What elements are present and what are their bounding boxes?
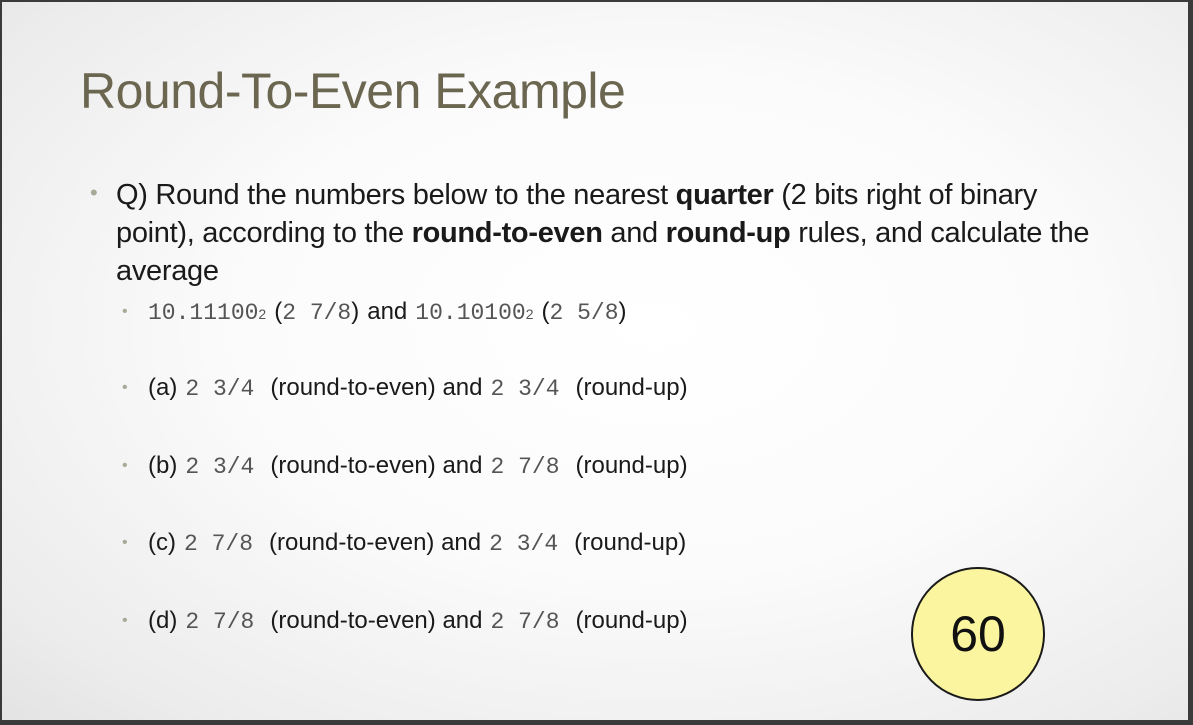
question-prefix: Q) Round the numbers below to the nearest	[116, 179, 676, 211]
number-1: 10.11100	[148, 300, 259, 326]
number-2-base: 2	[525, 306, 534, 322]
page-number-badge: 60	[911, 567, 1045, 701]
number-1-open-paren: (	[274, 298, 283, 325]
number-2-open-paren: (	[541, 298, 550, 325]
bullet-icon: •	[122, 457, 128, 474]
question-suffix: rules, and calculate the average	[116, 217, 1090, 287]
number-1-close-paren: )	[351, 298, 360, 325]
option-up-label: (round-up)	[575, 607, 688, 634]
option-c[interactable]	[122, 529, 686, 557]
bullet-icon: •	[122, 534, 128, 551]
option-even-label: (round-to-even) and	[270, 607, 483, 634]
option-even-value: 2 7/8	[185, 609, 255, 635]
option-up-value: 2 3/4	[489, 531, 559, 557]
question-text	[116, 176, 1116, 290]
option-even-label: (round-to-even) and	[269, 529, 482, 556]
option-up-value: 2 7/8	[490, 609, 560, 635]
numbers-line	[122, 298, 627, 326]
question-mid1: (2 bits right of binary point), according to the	[116, 179, 1038, 249]
question-bold-quarter: quarter	[675, 179, 774, 211]
slide-title: Round-To-Even Example	[80, 63, 626, 119]
option-up-value: 2 3/4	[490, 376, 560, 402]
slide	[2, 2, 1188, 720]
option-up-label: (round-up)	[574, 529, 687, 556]
option-letter: (a)	[148, 374, 178, 401]
option-letter: (d)	[148, 607, 178, 634]
option-even-label: (round-to-even) and	[270, 374, 483, 401]
option-b[interactable]	[122, 452, 688, 480]
number-2-value: 2 5/8	[549, 300, 619, 326]
option-letter: (c)	[148, 529, 176, 556]
number-2: 10.10100	[415, 300, 526, 326]
bullet-icon: •	[122, 379, 128, 396]
option-even-label: (round-to-even) and	[270, 452, 483, 479]
number-1-base: 2	[258, 306, 267, 322]
bullet-icon: •	[122, 612, 128, 629]
number-2-close-paren: )	[618, 298, 627, 325]
bullet-icon: •	[90, 180, 98, 205]
numbers-and: and	[367, 298, 408, 325]
question-mid2: and	[602, 217, 666, 249]
question-bold-round-up: round-up	[665, 217, 791, 249]
option-up-label: (round-up)	[575, 452, 688, 479]
option-d[interactable]	[122, 607, 688, 635]
option-up-value: 2 7/8	[490, 454, 560, 480]
option-even-value: 2 3/4	[185, 454, 255, 480]
option-up-label: (round-up)	[575, 374, 688, 401]
option-letter: (b)	[148, 452, 178, 479]
option-a[interactable]	[122, 374, 688, 402]
number-1-value: 2 7/8	[282, 300, 352, 326]
bullet-icon: •	[122, 303, 128, 320]
question-bold-round-to-even: round-to-even	[411, 217, 603, 249]
option-even-value: 2 3/4	[185, 376, 255, 402]
option-even-value: 2 7/8	[183, 531, 253, 557]
